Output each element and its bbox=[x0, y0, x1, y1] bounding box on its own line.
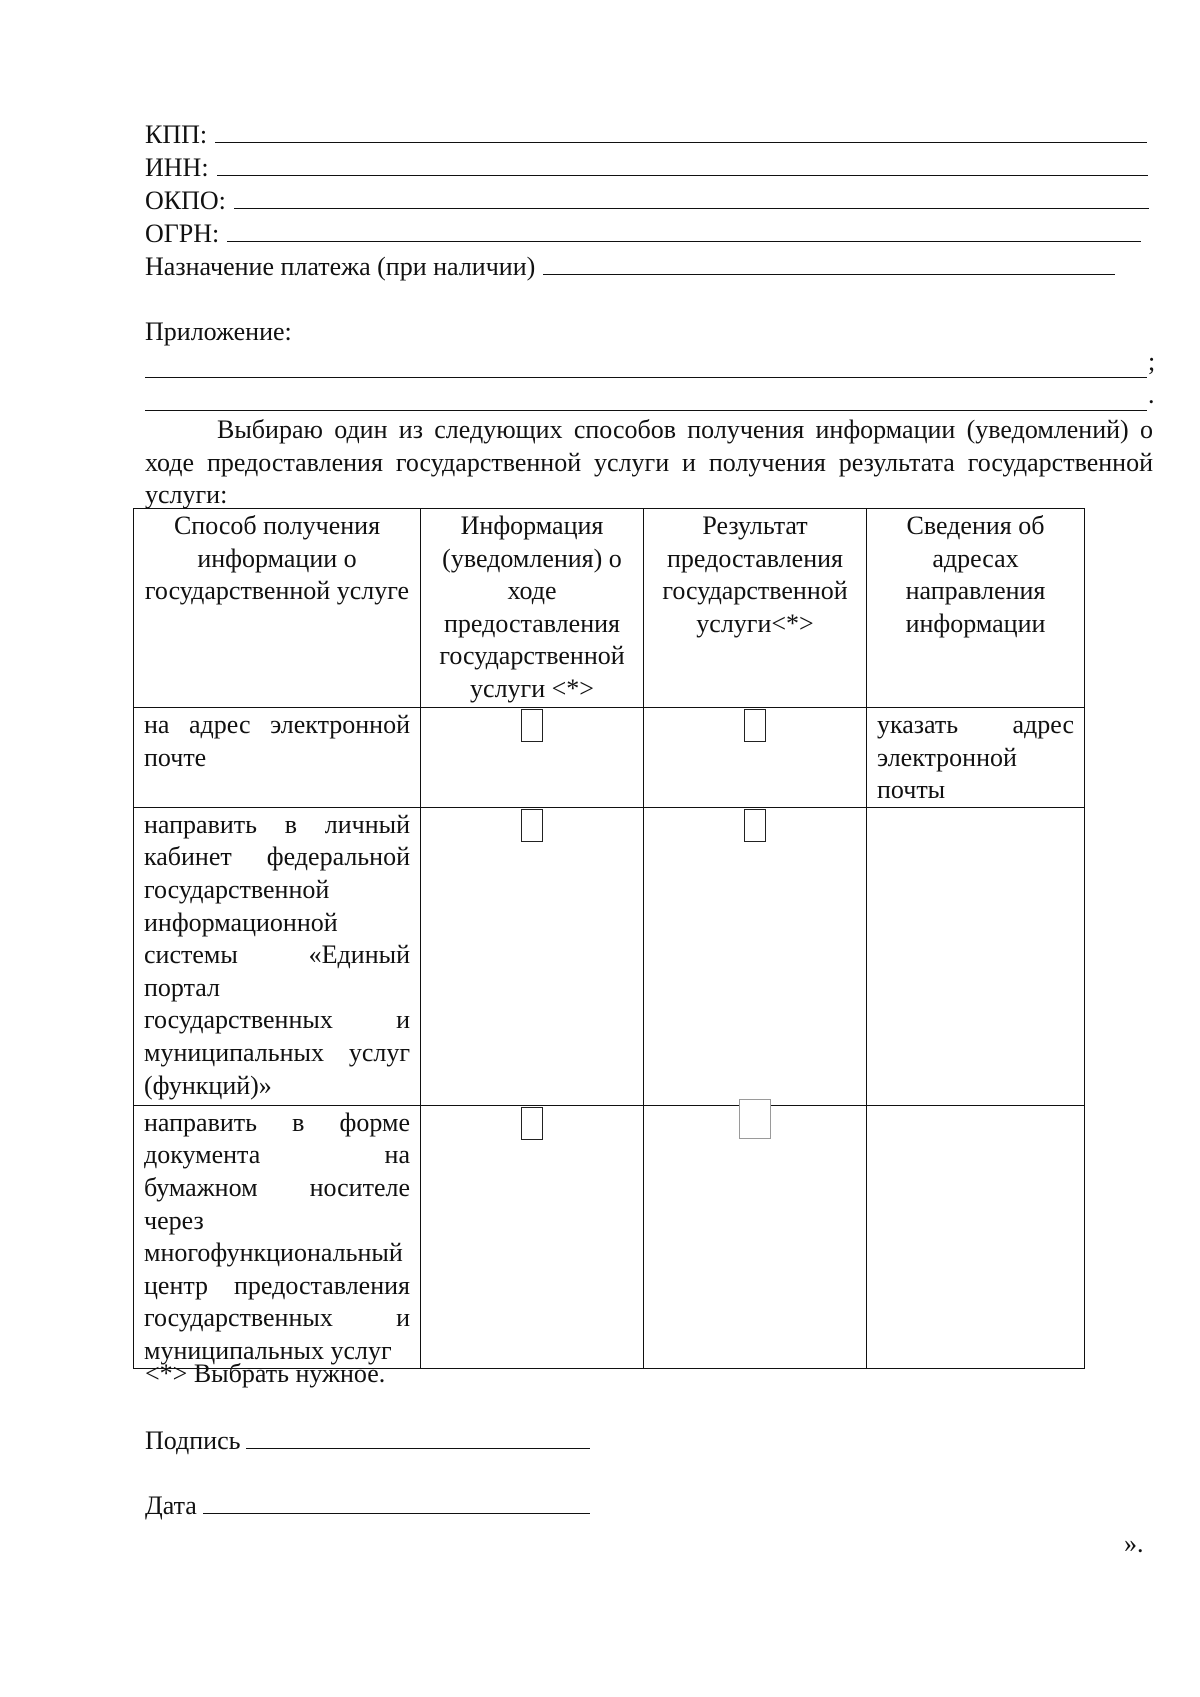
attachment-line-1[interactable] bbox=[145, 347, 1156, 378]
address-paper bbox=[867, 1105, 1085, 1368]
result-portal-checkbox[interactable] bbox=[744, 809, 766, 842]
table-row bbox=[134, 807, 1085, 1105]
header-info: Информация (уведомления) о ходе предоставления государственной услуги <*> bbox=[421, 509, 644, 708]
method-portal: направить в личный кабинет федеральной государственной информационной системы «Единый портал государственных и муниципальных услуг (функций)» bbox=[134, 807, 421, 1105]
method-paper: направить в форме документа на бумажном носителе через многофункциональный центр предоставления государственных и муниципальных услуг bbox=[134, 1105, 421, 1368]
header-method: Способ получения информации о государственной услуге bbox=[134, 509, 421, 708]
attachment-line-2[interactable] bbox=[145, 380, 1155, 411]
inn-field bbox=[145, 151, 1148, 183]
result-paper-checkbox[interactable] bbox=[739, 1099, 771, 1139]
inn-blank[interactable] bbox=[217, 151, 1148, 176]
okpo-field bbox=[145, 184, 1149, 216]
ogrn-blank[interactable] bbox=[227, 217, 1141, 242]
okpo-blank[interactable] bbox=[234, 184, 1149, 209]
attachment-blank-2[interactable] bbox=[145, 386, 1147, 411]
kpp-label: КПП: bbox=[145, 120, 208, 149]
payment-purpose-blank[interactable] bbox=[543, 250, 1115, 275]
address-email: указать адрес электронной почты bbox=[867, 708, 1085, 808]
footnote: <*> Выбрать нужное. bbox=[145, 1359, 386, 1388]
payment-purpose-field bbox=[145, 250, 1115, 282]
inn-label: ИНН: bbox=[145, 153, 209, 182]
attachment-label: Приложение: bbox=[145, 317, 292, 346]
signature-field bbox=[145, 1424, 590, 1456]
method-email: на адрес электронной почте bbox=[134, 708, 421, 808]
attachment-line-1-end: ; bbox=[1148, 347, 1156, 376]
header-address: Сведения об адресах направления информации bbox=[867, 509, 1085, 708]
address-portal bbox=[867, 807, 1085, 1105]
result-email-checkbox[interactable] bbox=[744, 709, 766, 742]
payment-purpose-label: Назначение платежа (при наличии) bbox=[145, 252, 536, 281]
table-header-row bbox=[134, 509, 1085, 708]
date-label: Дата bbox=[145, 1491, 197, 1520]
signature-label: Подпись bbox=[145, 1426, 241, 1455]
signature-blank[interactable] bbox=[246, 1424, 590, 1449]
closing-mark: ». bbox=[1124, 1529, 1144, 1558]
delivery-methods-table bbox=[133, 508, 1085, 1369]
kpp-blank[interactable] bbox=[215, 118, 1147, 143]
date-field bbox=[145, 1489, 590, 1521]
info-email-checkbox[interactable] bbox=[521, 709, 543, 742]
info-portal-checkbox[interactable] bbox=[521, 809, 543, 842]
intro-paragraph: Выбираю один из следующих способов получения информации (уведомлений) о ходе предоставления государственной услуги и получения результата государственной услуги: bbox=[145, 415, 1153, 509]
ogrn-field bbox=[145, 217, 1141, 249]
attachment-line-2-end: . bbox=[1148, 380, 1155, 409]
info-paper-checkbox[interactable] bbox=[521, 1107, 543, 1140]
kpp-field bbox=[145, 118, 1147, 150]
ogrn-label: ОГРН: bbox=[145, 219, 220, 248]
okpo-label: ОКПО: bbox=[145, 186, 226, 215]
date-blank[interactable] bbox=[203, 1489, 590, 1514]
attachment-blank-1[interactable] bbox=[145, 353, 1147, 378]
table-row bbox=[134, 1105, 1085, 1368]
header-result: Результат предоставления государственной услуги<*> bbox=[644, 509, 867, 708]
table-row bbox=[134, 708, 1085, 808]
